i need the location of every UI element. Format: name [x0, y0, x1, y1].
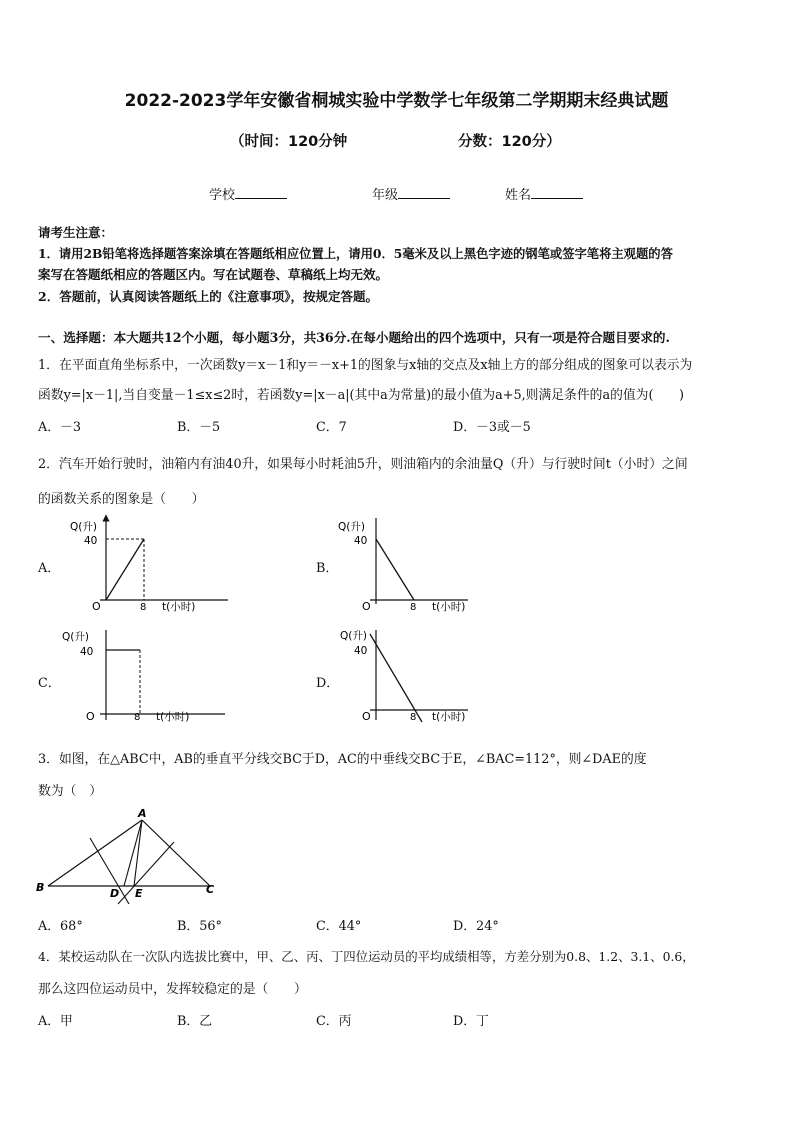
page-title: 2022-2023学年安徽省桐城实验中学数学七年级第二学期期末经典试题 — [124, 91, 669, 111]
x-tick-8: 8 — [410, 602, 417, 613]
notice-heading: 请考生注意： — [38, 225, 114, 240]
q2-stem-line-1: 2．汽车开始行驶时，油箱内有油40升，如果每小时耗油5升，则油箱内的余油量Q（升）与行驶时间t（小时）之间 — [38, 457, 688, 472]
y-tick-40: 40 — [354, 645, 368, 657]
notice-line-3: 2．答题前，认真阅读答题纸上的《注意事项》，按规定答题。 — [38, 289, 378, 304]
school-label: 学校 — [209, 188, 236, 203]
exam-time: （时间：120分钟 — [230, 134, 348, 150]
vertex-a-label: A — [138, 807, 147, 820]
side-ab — [48, 820, 142, 886]
graph-line — [376, 539, 414, 600]
graph-line — [106, 539, 144, 600]
exam-score: 分数：120分） — [458, 134, 561, 150]
q4-option-d[interactable]: D．丁 — [453, 1014, 489, 1029]
q-axis-label: Q(升) — [338, 521, 365, 533]
origin-label: O — [362, 600, 371, 613]
name-label: 姓名 — [505, 188, 532, 203]
grade-field[interactable] — [372, 184, 450, 203]
q1-option-a[interactable]: A．－3 — [38, 420, 81, 435]
t-axis-label: t(小时) — [156, 711, 190, 723]
point-d-label: D — [110, 887, 120, 900]
segment-ae — [134, 820, 142, 886]
point-e-label: E — [135, 887, 143, 900]
school-blank[interactable] — [235, 185, 287, 199]
q3-option-c[interactable]: C．44° — [316, 919, 362, 934]
q1-stem-line-2: 函数y=|x－1|,当自变量－1≤x≤2时，若函数y=|x－a|(其中a为常量)的最小值为a+5,则满足条件的a的值为( ) — [38, 388, 685, 403]
grade-blank[interactable] — [398, 185, 450, 199]
q2-graph-c — [60, 624, 240, 728]
q4-stem-line-2: 那么这四位运动员中，发挥较稳定的是（ ） — [38, 982, 307, 997]
vertex-b-label: B — [36, 881, 45, 894]
name-field[interactable] — [505, 184, 583, 203]
q-axis-label: Q(升) — [62, 631, 89, 643]
t-axis-label: t(小时) — [432, 711, 466, 723]
y-tick-40: 40 — [80, 646, 94, 658]
perpendicular-bisector-ac — [118, 842, 174, 904]
section-heading: 一、选择题：本大题共12个小题，每小题3分，共36分.在每小题给出的四个选项中，只有一项是符合题目要求的. — [38, 330, 670, 345]
origin-label: O — [362, 710, 371, 723]
grade-label: 年级 — [372, 188, 399, 203]
q3-option-b[interactable]: B．56° — [177, 919, 222, 934]
y-tick-40: 40 — [84, 535, 98, 547]
q1-stem-line-1: 1．在平面直角坐标系中，一次函数y＝x－1和y＝－x+1的图象与x轴的交点及x轴上方的部分组成的图象可以表示为 — [38, 358, 693, 373]
origin-label: O — [86, 710, 95, 723]
q1-option-c[interactable]: C．7 — [316, 420, 347, 435]
x-tick-8: 8 — [134, 712, 141, 723]
q2-option-a[interactable]: A． — [38, 561, 61, 576]
q-axis-label: Q(升) — [70, 521, 97, 533]
q4-option-a[interactable]: A．甲 — [38, 1014, 73, 1029]
q-axis-label: Q(升) — [340, 630, 367, 642]
q4-option-b[interactable]: B．乙 — [177, 1014, 212, 1029]
vertex-c-label: C — [206, 883, 215, 896]
notice-line-1: 1．请用2B铅笔将选择题答案涂填在答题纸相应位置上，请用0．5毫米及以上黑色字迹的钢笔或签字笔将主观题的答 — [38, 246, 673, 261]
q1-option-b[interactable]: B．－5 — [177, 420, 221, 435]
q3-option-a[interactable]: A．68° — [38, 919, 83, 934]
q2-graph-b — [330, 512, 480, 620]
origin-label: O — [92, 600, 101, 613]
q2-option-d[interactable]: D． — [316, 676, 340, 691]
q3-stem-line-1: 3．如图，在△ABC中，AB的垂直平分线交BC于D，AC的中垂线交BC于E，∠BAC=112°，则∠DAE的度 — [38, 752, 647, 767]
t-axis-label: t(小时) — [432, 601, 466, 613]
segment-ad — [124, 820, 142, 886]
q2-graph-d — [330, 624, 480, 728]
q2-option-c[interactable]: C． — [38, 676, 61, 691]
q3-option-d[interactable]: D．24° — [453, 919, 499, 934]
q3-triangle-figure — [34, 804, 224, 908]
q4-option-c[interactable]: C．丙 — [316, 1014, 352, 1029]
t-axis-label: t(小时) — [162, 601, 196, 613]
name-blank[interactable] — [531, 185, 583, 199]
x-tick-8: 8 — [410, 712, 417, 723]
q4-stem-line-1: 4．某校运动队在一次队内选拔比赛中，甲、乙、丙、丁四位运动员的平均成绩相等，方差分别为0.8、1.2、3.1、0.6， — [38, 949, 695, 964]
graph-line — [370, 634, 422, 722]
q2-stem-line-2: 的函数关系的图象是（ ） — [38, 492, 205, 507]
q1-option-d[interactable]: D．－3或－5 — [453, 420, 531, 435]
q2-option-b[interactable]: B． — [316, 561, 339, 576]
side-ac — [142, 820, 210, 886]
y-tick-40: 40 — [354, 535, 368, 547]
q2-graph-a — [60, 512, 240, 620]
x-tick-8: 8 — [140, 602, 147, 613]
school-field[interactable] — [209, 184, 287, 203]
q3-stem-line-2: 数为（ ） — [38, 784, 102, 799]
notice-line-2: 案写在答题纸相应的答题区内。写在试题卷、草稿纸上均无效。 — [38, 267, 389, 282]
